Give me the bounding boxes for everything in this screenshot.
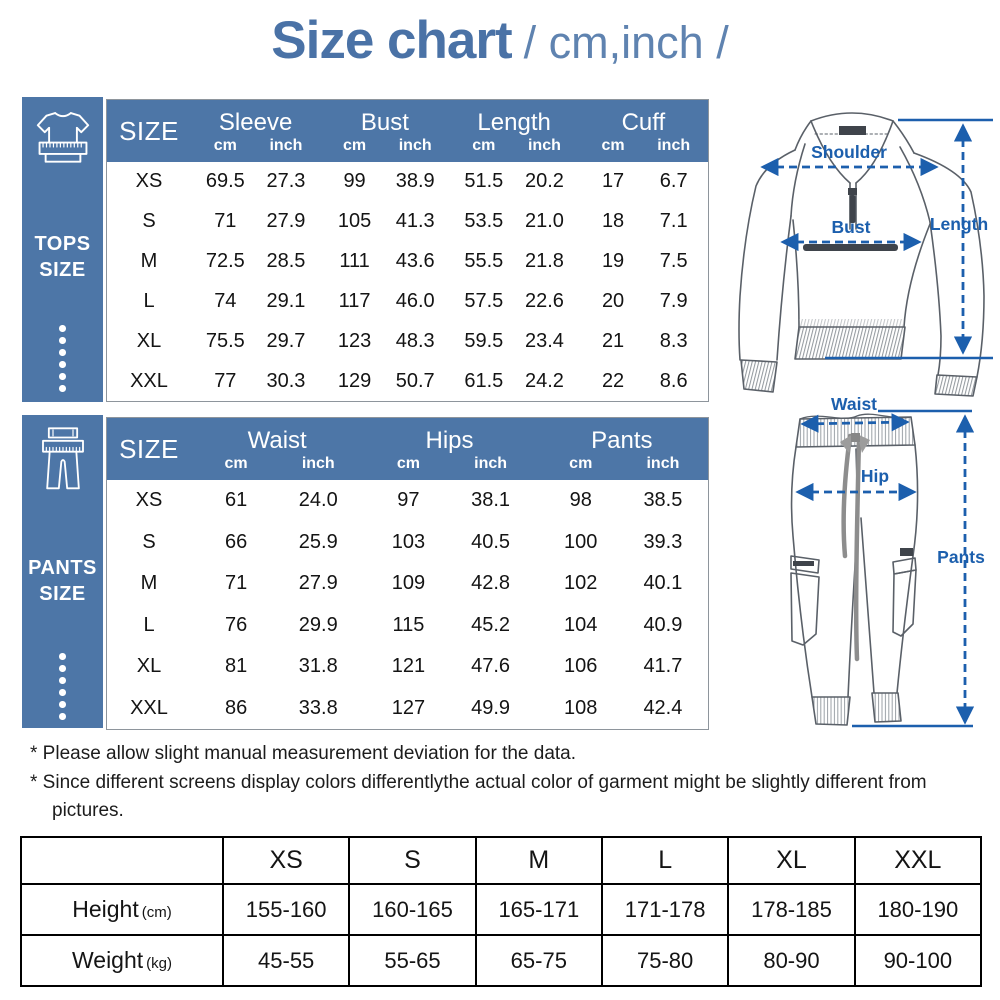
table-row bbox=[107, 688, 708, 730]
cell: 24.2 bbox=[524, 369, 564, 392]
cell: 100 bbox=[564, 530, 598, 553]
cell: 6.7 bbox=[659, 170, 688, 193]
unit-inch: inch bbox=[398, 137, 432, 154]
dot bbox=[59, 689, 66, 696]
col-header: XXL bbox=[855, 837, 981, 884]
tops-label-line2: SIZE bbox=[39, 259, 86, 281]
cell: 7.9 bbox=[659, 289, 688, 312]
cell: 22.6 bbox=[524, 289, 564, 312]
cell: 18 bbox=[601, 210, 625, 233]
col-group-pants bbox=[536, 418, 708, 480]
cell: 7.1 bbox=[659, 210, 688, 233]
size-cell: M bbox=[140, 572, 158, 595]
tops-size-table bbox=[106, 99, 709, 402]
unit-cm: cm bbox=[343, 137, 367, 154]
cell: 8.3 bbox=[659, 329, 688, 352]
size-cell: M bbox=[140, 250, 158, 273]
cell: 66 bbox=[224, 530, 248, 553]
cell: 27.9 bbox=[298, 572, 338, 595]
cell: 75-80 bbox=[602, 935, 728, 986]
cell: 33.8 bbox=[298, 696, 338, 719]
cell: 180-190 bbox=[855, 884, 981, 935]
size-cell: S bbox=[142, 530, 156, 553]
unit-cm: cm bbox=[601, 137, 625, 154]
cell: 31.8 bbox=[298, 655, 338, 678]
cell: 61 bbox=[224, 489, 248, 512]
cell: 111 bbox=[339, 250, 370, 273]
cell: 42.8 bbox=[471, 572, 511, 595]
pants-measure-icon bbox=[36, 425, 90, 495]
table-row bbox=[107, 563, 708, 605]
cell: 90-100 bbox=[855, 935, 981, 986]
cell: 27.3 bbox=[266, 170, 306, 193]
cell: 21.0 bbox=[524, 210, 564, 233]
group-label: Length bbox=[477, 109, 551, 136]
cell: 165-171 bbox=[476, 884, 602, 935]
cell: 40.9 bbox=[643, 613, 683, 636]
unit-inch: inch bbox=[657, 137, 691, 154]
group-label: Waist bbox=[247, 427, 307, 454]
tops-sidebar-label bbox=[34, 231, 90, 283]
table-row bbox=[107, 605, 708, 647]
header-size: SIZE bbox=[119, 115, 179, 146]
cell: 8.6 bbox=[659, 369, 688, 392]
pants-sidebar-label bbox=[28, 555, 97, 607]
size-cell: XL bbox=[136, 329, 162, 352]
cell: 99 bbox=[343, 170, 366, 193]
cell: 103 bbox=[391, 530, 426, 553]
cell: 41.3 bbox=[395, 210, 435, 233]
unit-cm: cm bbox=[472, 137, 496, 154]
cell: 21.8 bbox=[524, 250, 564, 273]
col-group-cuff bbox=[579, 100, 708, 162]
cell: 55.5 bbox=[464, 250, 504, 273]
cell: 45-55 bbox=[223, 935, 349, 986]
pants-table-header bbox=[107, 418, 708, 480]
col-group-waist bbox=[191, 418, 363, 480]
cell: 40.5 bbox=[471, 530, 511, 553]
unit-cm: cm bbox=[396, 455, 420, 472]
pants-measure-diagram bbox=[762, 396, 1000, 738]
cell: 71 bbox=[214, 210, 237, 233]
cell: 72.5 bbox=[205, 250, 245, 273]
cell: 71 bbox=[224, 572, 248, 595]
waist-label: Waist bbox=[830, 396, 878, 414]
dot bbox=[59, 665, 66, 672]
cell: 160-165 bbox=[349, 884, 475, 935]
title-units: / cm,inch / bbox=[523, 17, 729, 68]
table-row bbox=[21, 837, 981, 884]
dot bbox=[59, 713, 66, 720]
cell: 55-65 bbox=[349, 935, 475, 986]
cell: 27.9 bbox=[266, 210, 306, 233]
cell: 38.9 bbox=[395, 170, 435, 193]
group-label: Hips bbox=[425, 427, 474, 454]
cell: 80-90 bbox=[728, 935, 854, 986]
col-group-hips bbox=[363, 418, 535, 480]
header-size: SIZE bbox=[119, 433, 179, 464]
pants-label-line1: PANTS bbox=[28, 557, 97, 579]
cell: 46.0 bbox=[395, 289, 435, 312]
cell: 108 bbox=[564, 696, 598, 719]
unit-inch: inch bbox=[269, 137, 303, 154]
size-cell: XS bbox=[135, 489, 163, 512]
row-header bbox=[21, 884, 223, 935]
dot bbox=[59, 337, 66, 344]
table-row bbox=[107, 202, 708, 242]
dot bbox=[59, 653, 66, 660]
size-cell: S bbox=[142, 210, 156, 233]
cell: 17 bbox=[601, 170, 625, 193]
shoulder-label: Shoulder bbox=[811, 142, 887, 162]
cell: 115 bbox=[392, 613, 425, 636]
tops-label-line1: TOPS bbox=[34, 233, 91, 255]
title-main: Size chart bbox=[271, 11, 512, 70]
size-cell: L bbox=[143, 289, 155, 312]
pants-details bbox=[793, 433, 913, 659]
unit-inch: inch bbox=[474, 455, 508, 472]
cell: 19 bbox=[601, 250, 625, 273]
cell: 7.5 bbox=[659, 250, 688, 273]
cell: 61.5 bbox=[464, 369, 504, 392]
pants-size-table bbox=[106, 417, 709, 730]
cell: 39.3 bbox=[643, 530, 683, 553]
dot bbox=[59, 325, 66, 332]
size-cell: XXL bbox=[130, 369, 168, 392]
cell: 109 bbox=[391, 572, 426, 595]
pants-label: Pants bbox=[937, 547, 985, 567]
dot bbox=[59, 361, 66, 368]
cell: 25.9 bbox=[298, 530, 338, 553]
row-label: Height bbox=[72, 896, 139, 922]
cell: 171-178 bbox=[602, 884, 728, 935]
notes bbox=[30, 740, 980, 826]
table-row bbox=[21, 935, 981, 986]
unit-cm: cm bbox=[213, 137, 237, 154]
cell: 98 bbox=[569, 489, 592, 512]
cell: 41.7 bbox=[643, 655, 683, 678]
note-colors: * Since different screens display colors differentlythe actual color of garment might be slightly different from pictures. bbox=[30, 771, 927, 821]
cell: 20 bbox=[601, 289, 625, 312]
tops-table-header bbox=[107, 100, 708, 162]
group-label: Cuff bbox=[621, 109, 666, 136]
table-row bbox=[107, 522, 708, 564]
pants-outline bbox=[791, 414, 918, 725]
size-cell: XL bbox=[136, 655, 162, 678]
empty-cell bbox=[21, 837, 223, 884]
dot bbox=[59, 677, 66, 684]
cell: 29.7 bbox=[266, 329, 306, 352]
size-cell: XS bbox=[135, 170, 163, 193]
cell: 45.2 bbox=[471, 613, 511, 636]
dot bbox=[59, 373, 66, 380]
cell: 57.5 bbox=[464, 289, 504, 312]
cell: 155-160 bbox=[223, 884, 349, 935]
height-weight-table bbox=[20, 836, 982, 987]
cell: 117 bbox=[338, 289, 371, 312]
cell: 30.3 bbox=[266, 369, 306, 392]
row-unit: (kg) bbox=[146, 955, 172, 972]
group-label: Bust bbox=[360, 109, 409, 136]
cell: 29.9 bbox=[298, 613, 338, 636]
cell: 42.4 bbox=[643, 696, 683, 719]
col-header: XS bbox=[223, 837, 349, 884]
table-row bbox=[107, 281, 708, 321]
group-label: Pants bbox=[591, 427, 653, 454]
tshirt-measure-icon bbox=[35, 107, 91, 173]
note-measurement: * Please allow slight manual measurement deviation for the data. bbox=[30, 743, 577, 764]
size-cell: L bbox=[143, 613, 155, 636]
dot bbox=[59, 385, 66, 392]
cell: 129 bbox=[337, 369, 372, 392]
cell: 121 bbox=[391, 655, 426, 678]
col-group-length bbox=[450, 100, 579, 162]
row-unit: (cm) bbox=[141, 904, 172, 921]
cell: 105 bbox=[337, 210, 372, 233]
table-row bbox=[107, 242, 708, 282]
cell: 48.3 bbox=[395, 329, 435, 352]
cell: 23.4 bbox=[524, 329, 564, 352]
table-row bbox=[107, 162, 708, 202]
col-group-sleeve bbox=[191, 100, 320, 162]
cell: 77 bbox=[214, 369, 237, 392]
hip-label: Hip bbox=[860, 466, 890, 486]
col-header: XL bbox=[728, 837, 854, 884]
page-title bbox=[0, 10, 1000, 71]
cell: 24.0 bbox=[298, 489, 338, 512]
size-cell: XXL bbox=[130, 696, 168, 719]
unit-inch: inch bbox=[646, 455, 680, 472]
cell: 20.2 bbox=[524, 170, 564, 193]
pants-label-line2: SIZE bbox=[39, 583, 86, 605]
tops-sidebar bbox=[22, 97, 103, 402]
dot bbox=[59, 349, 66, 356]
row-header bbox=[21, 935, 223, 986]
tops-table-body bbox=[107, 162, 708, 401]
cell: 65-75 bbox=[476, 935, 602, 986]
cell: 59.5 bbox=[464, 329, 504, 352]
cell: 49.9 bbox=[471, 696, 511, 719]
unit-inch: inch bbox=[301, 455, 335, 472]
cell: 81 bbox=[224, 655, 248, 678]
pants-table-body bbox=[107, 480, 708, 729]
table-row bbox=[107, 321, 708, 361]
table-row bbox=[107, 646, 708, 688]
group-label: Sleeve bbox=[218, 109, 293, 136]
cell: 97 bbox=[397, 489, 420, 512]
cell: 38.1 bbox=[471, 489, 511, 512]
unit-cm: cm bbox=[224, 455, 248, 472]
table-row bbox=[107, 480, 708, 522]
cell: 21 bbox=[601, 329, 625, 352]
row-label: Weight bbox=[71, 947, 144, 973]
table-row bbox=[21, 884, 981, 935]
unit-inch: inch bbox=[527, 137, 561, 154]
cell: 47.6 bbox=[471, 655, 511, 678]
length-label: Length bbox=[929, 214, 989, 234]
bust-label: Bust bbox=[831, 217, 871, 237]
cell: 178-185 bbox=[728, 884, 854, 935]
cell: 38.5 bbox=[643, 489, 683, 512]
cell: 40.1 bbox=[643, 572, 683, 595]
cell: 106 bbox=[564, 655, 598, 678]
cell: 28.5 bbox=[266, 250, 306, 273]
cell: 74 bbox=[214, 289, 237, 312]
cell: 29.1 bbox=[266, 289, 306, 312]
cell: 22 bbox=[601, 369, 625, 392]
cell: 104 bbox=[564, 613, 598, 636]
dots-ornament bbox=[59, 653, 66, 720]
col-header: L bbox=[602, 837, 728, 884]
cell: 69.5 bbox=[205, 170, 245, 193]
cell: 102 bbox=[564, 572, 598, 595]
col-header: M bbox=[476, 837, 602, 884]
jacket-measure-diagram bbox=[735, 96, 995, 398]
cell: 53.5 bbox=[464, 210, 504, 233]
cell: 50.7 bbox=[395, 369, 435, 392]
cell: 86 bbox=[224, 696, 248, 719]
cell: 51.5 bbox=[464, 170, 504, 193]
cell: 123 bbox=[337, 329, 372, 352]
pants-sidebar bbox=[22, 415, 103, 728]
col-group-bust bbox=[320, 100, 449, 162]
cell: 43.6 bbox=[395, 250, 435, 273]
table-row bbox=[107, 361, 708, 401]
cell: 76 bbox=[224, 613, 248, 636]
col-header: S bbox=[349, 837, 475, 884]
unit-cm: cm bbox=[569, 455, 593, 472]
cell: 75.5 bbox=[205, 329, 245, 352]
cell: 127 bbox=[391, 696, 426, 719]
dots-ornament bbox=[59, 325, 66, 392]
dot bbox=[59, 701, 66, 708]
